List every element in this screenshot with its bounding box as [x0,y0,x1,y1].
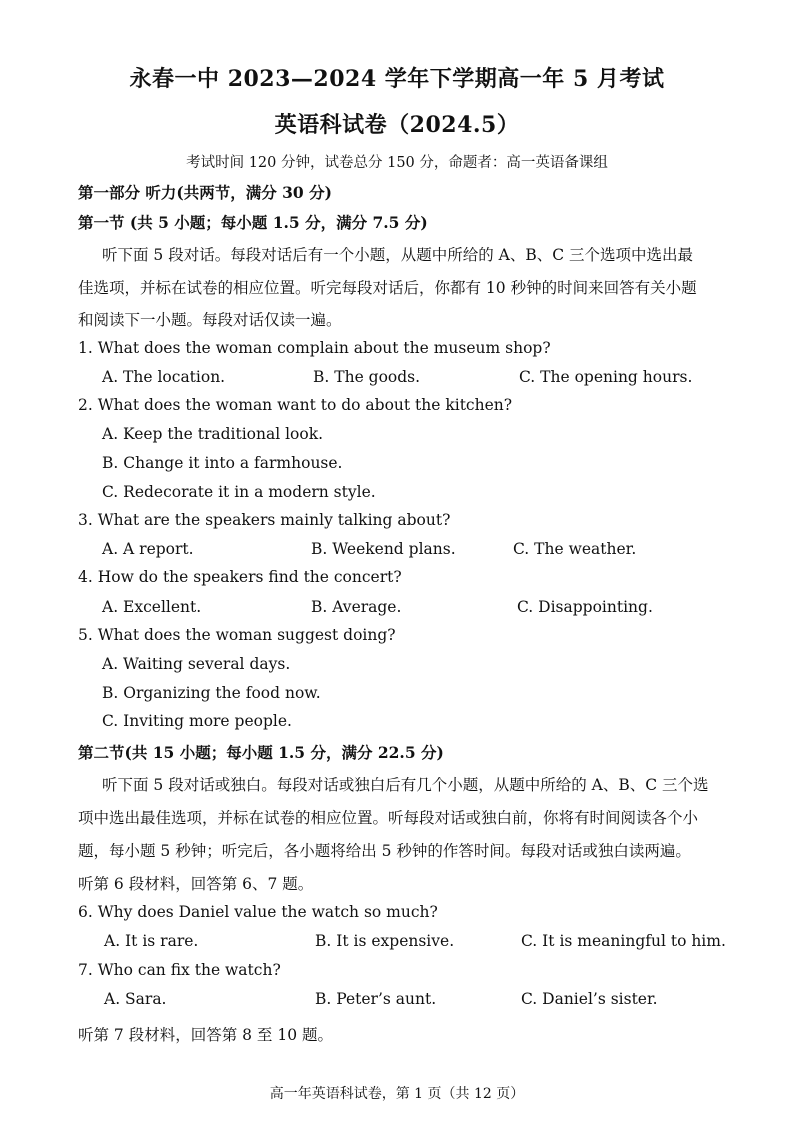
question-option: C. Disappointing. [517,598,653,616]
question-option: A. Excellent. [102,598,202,616]
question-stem: 6. Why does Daniel value the watch so much? [78,903,438,921]
question-option: A. The location. [102,368,226,386]
section1-instruction-line: 佳选项，并标在试卷的相应位置。听完每段对话后，你都有 10 秒钟的时间来回答有关小题 [78,279,697,297]
question-option: B. Organizing the food now. [102,684,321,702]
section1-instruction-line: 听下面 5 段对话。每段对话后有一个小题，从题中所给的 A、B、C 三个选项中选出最 [102,246,694,264]
question-option: A. It is rare. [104,932,199,950]
exam-subtitle: 英语科试卷（2024.5） [274,112,520,138]
material-instruction: 听第 7 段材料，回答第 8 至 10 题。 [78,1026,334,1044]
question-option: C. The weather. [513,540,637,558]
question-stem: 4. How do the speakers find the concert? [78,568,402,586]
question-stem: 7. Who can fix the watch? [78,961,281,979]
question-option: B. It is expensive. [315,932,455,950]
question-option: C. Inviting more people. [102,712,292,730]
section2-instruction-line: 题，每小题 5 秒钟；听完后，各小题将给出 5 秒钟的作答时间。每段对话或独白读两遍。 [78,842,691,860]
page-footer: 高一年英语科试卷，第 1 页（共 12 页） [269,1086,525,1102]
question-stem: 3. What are the speakers mainly talking about? [78,511,451,529]
question-option: C. Daniel’s sister. [521,990,658,1008]
question-option: A. Keep the traditional look. [102,425,324,443]
section2-instruction-line: 听下面 5 段对话或独白。每段对话或独白后有几个小题，从题中所给的 A、B、C 三个选 [102,776,709,794]
question-stem: 2. What does the woman want to do about the kitchen? [78,396,513,414]
question-option: A. Waiting several days. [102,655,291,673]
exam-info: 考试时间 120 分钟，试卷总分 150 分，命题者：高一英语备课组 [186,155,608,171]
question-option: B. Change it into a farmhouse. [102,454,343,472]
part1-heading: 第一部分 听力(共两节，满分 30 分) [78,183,332,202]
section2-heading: 第二节(共 15 小题；每小题 1.5 分，满分 22.5 分) [78,743,444,762]
question-option: A. Sara. [104,990,167,1008]
question-option: A. A report. [102,540,194,558]
material-instruction: 听第 6 段材料，回答第 6、7 题。 [78,875,314,893]
question-option: C. The opening hours. [519,368,693,386]
section1-heading: 第一节 (共 5 小题；每小题 1.5 分，满分 7.5 分) [78,213,428,232]
question-option: C. It is meaningful to him. [521,932,726,950]
section2-instruction-line: 项中选出最佳选项，并标在试卷的相应位置。听每段对话或独白前，你将有时间阅读各个小 [78,809,699,827]
question-option: B. The goods. [313,368,421,386]
question-option: C. Redecorate it in a modern style. [102,483,376,501]
question-option: B. Peter’s aunt. [315,990,437,1008]
exam-title: 永春一中 2023—2024 学年下学期高一年 5 月考试 [129,66,665,92]
question-option: B. Weekend plans. [311,540,456,558]
question-option: B. Average. [311,598,402,616]
question-stem: 5. What does the woman suggest doing? [78,626,396,644]
section1-instruction-line: 和阅读下一小题。每段对话仅读一遍。 [78,311,342,329]
question-stem: 1. What does the woman complain about the museum shop? [78,339,551,357]
